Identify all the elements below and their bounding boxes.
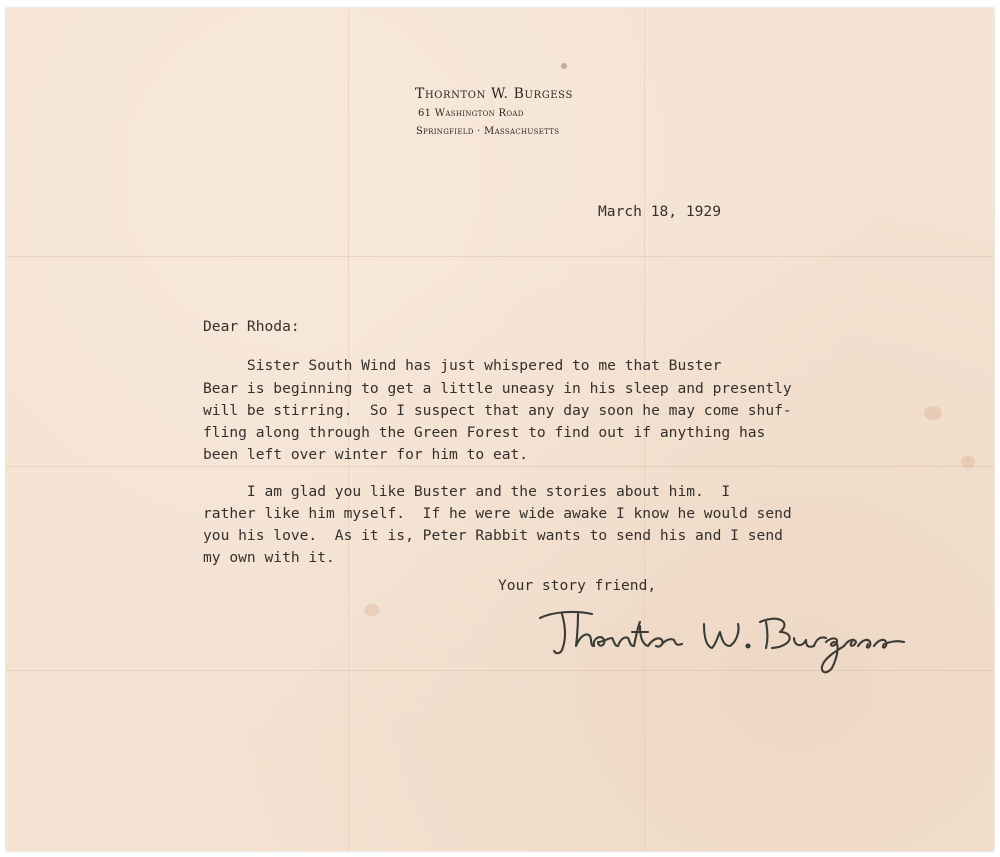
paper-stain bbox=[924, 406, 942, 420]
paragraph-2-line: you his love. As it is, Peter Rabbit wants to send his and I send bbox=[203, 527, 783, 544]
paragraph-1-line: Sister South Wind has just whispered to me that Buster bbox=[203, 357, 722, 374]
paragraph-2-line: rather like him myself. If he were wide awake I know he would send bbox=[203, 505, 792, 522]
paper-fold-line bbox=[6, 256, 994, 257]
paragraph-1-line: Bear is beginning to get a little uneasy in his sleep and presently bbox=[203, 380, 792, 397]
paragraph-1-line: fling along through the Green Forest to find out if anything has bbox=[203, 424, 766, 441]
paper-stain bbox=[961, 456, 975, 468]
paper-stain bbox=[364, 604, 380, 616]
paragraph-2-line: my own with it. bbox=[203, 549, 335, 566]
paragraph-2-line: I am glad you like Buster and the stories about him. I bbox=[203, 483, 731, 500]
paper-stain bbox=[561, 63, 567, 69]
paper-fold-line bbox=[6, 466, 994, 467]
closing: Your story friend, bbox=[498, 577, 657, 594]
paragraph-1-line: will be stirring. So I suspect that any day soon he may come shuf- bbox=[203, 402, 792, 419]
letter-date: March 18, 1929 bbox=[598, 203, 722, 220]
handwritten-signature bbox=[532, 596, 932, 676]
letterhead-city: Springfield · Massachusetts bbox=[416, 126, 560, 137]
letterhead-street: 61 Washington Road bbox=[418, 108, 524, 119]
paragraph-1-line: been left over winter for him to eat. bbox=[203, 446, 529, 463]
letterhead-name: Thornton W. Burgess bbox=[415, 86, 573, 102]
salutation: Dear Rhoda: bbox=[203, 318, 300, 335]
